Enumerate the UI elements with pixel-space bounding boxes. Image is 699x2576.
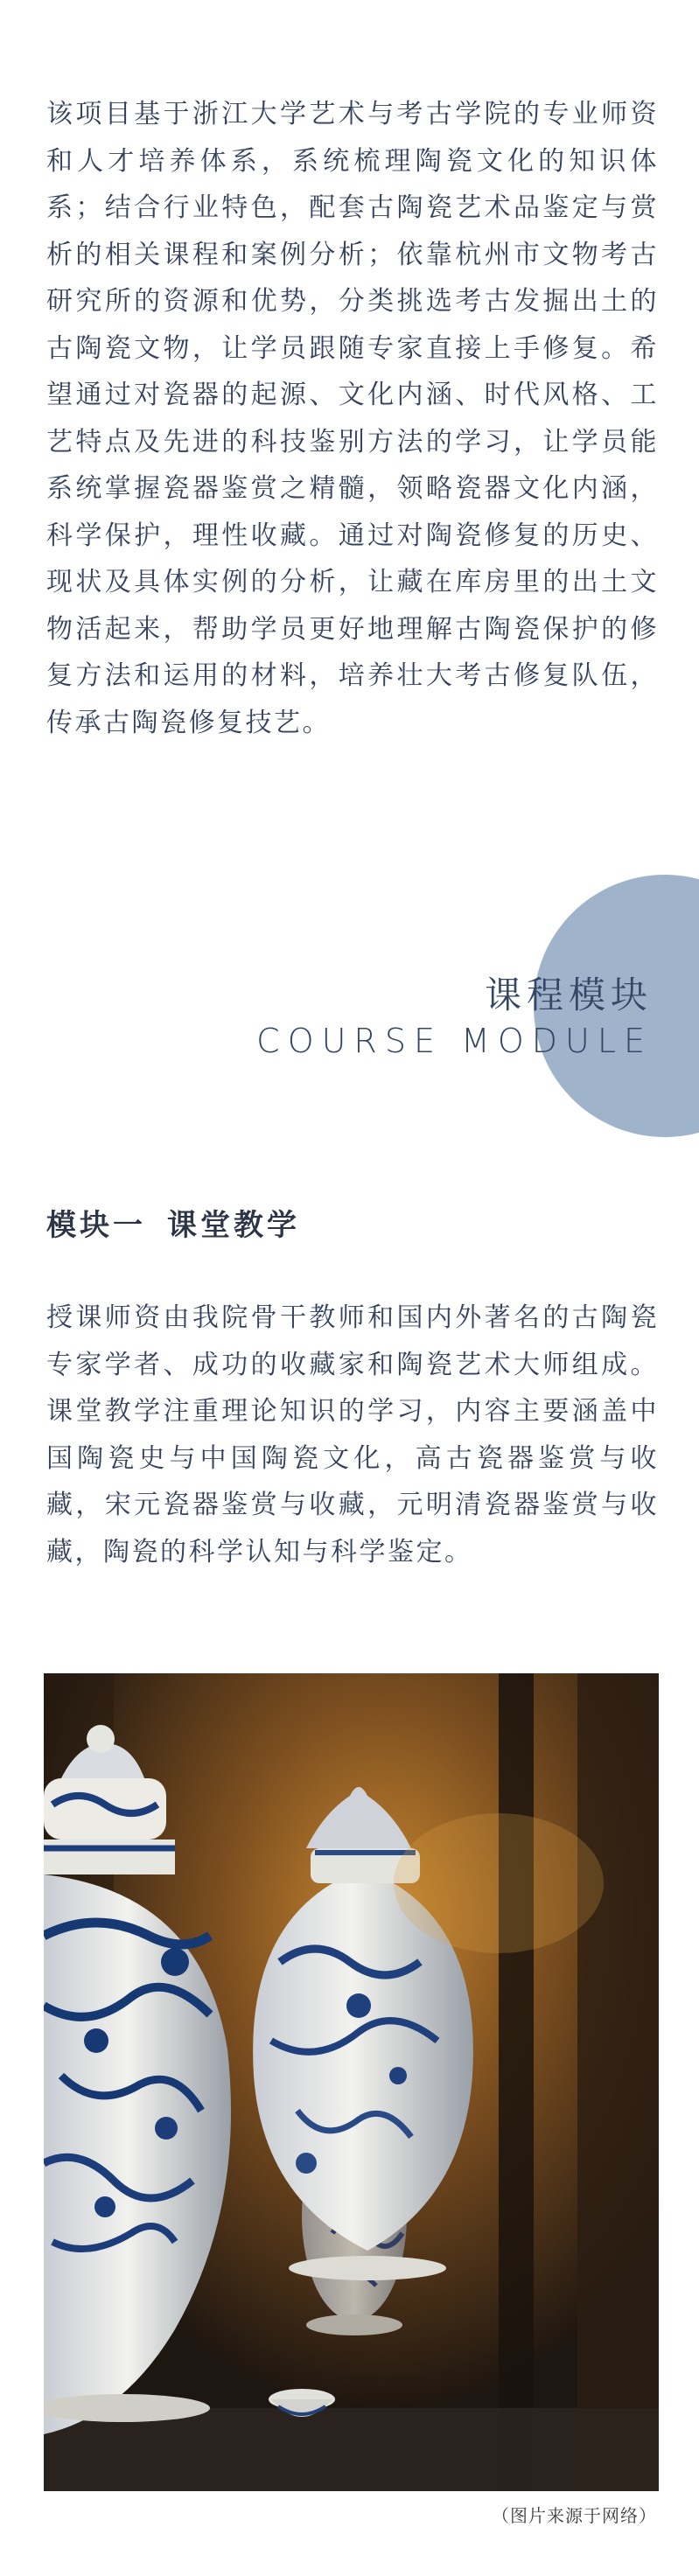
section-header <box>0 875 699 1137</box>
module-body: 授课师资由我院骨干教师和国内外著名的古陶瓷专家学者、成功的收藏家和陶瓷艺术大师组成。课堂教学注重理论知识的学习，内容主要涵盖中国陶瓷史与中国陶瓷文化，高古瓷器鉴赏与收藏，宋元瓷器鉴赏与收藏，元明清瓷器鉴赏与收藏，陶瓷的科学认知与科学鉴定。 <box>46 1302 659 1567</box>
module-name: 课堂教学 <box>167 1208 300 1243</box>
module-title <box>46 1201 300 1244</box>
intro-paragraph: 该项目基于浙江大学艺术与考古学院的专业师资和人才培养体系，系统梳理陶瓷文化的知识体系；结合行业特色，配套古陶瓷艺术品鉴定与赏析的相关课程和案例分析；依靠杭州市文物考古研究所的资源和优势，分类挑选考古发掘出土的古陶瓷文物，让学员跟随专家直接上手修复。希望通过对瓷器的起源、文化内涵、时代风格、工艺特点及先进的科技鉴别方法的学习，让学员能系统掌握瓷器鉴赏之精髓，领略瓷器文化内涵，科学保护，理性收藏。通过对陶瓷修复的历史、现状及具体实例的分析，让藏在库房里的出土文物活起来，帮助学员更好地理解古陶瓷保护的修复方法和运用的材料，培养壮大考古修复队伍，传承古陶瓷修复技艺。 <box>46 99 659 738</box>
image-credit-caption: （图片来源于网络） <box>492 2505 657 2526</box>
porcelain-illustration <box>44 1673 659 2491</box>
module-label: 模块一 <box>46 1208 146 1243</box>
section-title-cn: 课程模块 <box>484 974 653 1016</box>
section-title-en: COURSE MODULE <box>256 1022 653 1060</box>
porcelain-photo <box>44 1673 659 2491</box>
